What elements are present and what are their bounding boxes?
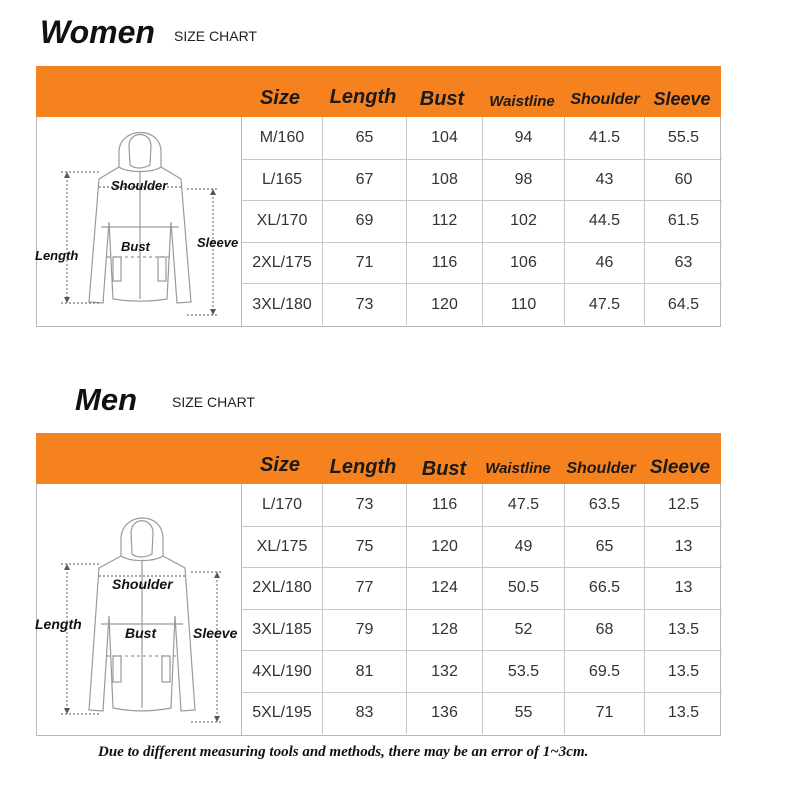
women-cell-sleeve: 64.5 [644, 284, 722, 325]
women-table-row [242, 283, 722, 325]
women-cell-sleeve: 63 [644, 243, 722, 284]
women-header-shoulder: Shoulder [570, 91, 640, 108]
women-table-body [36, 117, 721, 327]
women-cell-length: 65 [322, 117, 406, 159]
men-cell-bust: 132 [406, 651, 482, 692]
men-cell-bust: 136 [406, 693, 482, 734]
men-cell-length: 79 [322, 610, 406, 651]
women-table-row [242, 117, 722, 159]
women-header-waistline: Waistline [489, 93, 555, 110]
women-cell-sleeve: 55.5 [644, 117, 722, 159]
women-cell-waistline: 102 [482, 201, 564, 242]
men-cell-sleeve: 13.5 [644, 610, 722, 651]
women-data-grid [241, 117, 722, 327]
men-label-length: Length [35, 616, 82, 632]
women-cell-waistline: 110 [482, 284, 564, 325]
women-cell-length: 67 [322, 160, 406, 201]
men-cell-waistline: 47.5 [482, 484, 564, 526]
men-table-row [242, 567, 722, 609]
women-title: Women [40, 14, 155, 50]
men-cell-waistline: 49 [482, 527, 564, 568]
women-cell-size: XL/170 [256, 212, 308, 230]
women-header-sleeve: Sleeve [653, 89, 711, 109]
men-label-shoulder: Shoulder [112, 576, 173, 592]
men-header-sleeve: Sleeve [649, 457, 711, 478]
men-cell-waistline: 53.5 [482, 651, 564, 692]
men-subtitle: SIZE CHART [172, 394, 255, 410]
men-cell-waistline: 55 [482, 693, 564, 734]
men-cell-shoulder: 66.5 [564, 568, 644, 609]
men-jacket-diagram [37, 484, 241, 736]
men-header-size: Size [259, 454, 301, 476]
men-cell-shoulder: 69.5 [564, 651, 644, 692]
men-cell-bust: 120 [406, 527, 482, 568]
jacket-outline-icon [37, 484, 241, 736]
women-cell-size: L/165 [261, 170, 303, 188]
women-header-size: Size [259, 87, 301, 109]
women-table-row [242, 242, 722, 284]
women-cell-bust: 120 [406, 284, 482, 325]
men-title: Men [75, 382, 137, 417]
men-cell-length: 75 [322, 527, 406, 568]
women-subtitle: SIZE CHART [174, 28, 257, 44]
women-cell-size: 3XL/180 [252, 295, 312, 313]
women-label-sleeve: Sleeve [197, 235, 239, 250]
women-cell-shoulder: 44.5 [564, 201, 644, 242]
women-cell-bust: 108 [406, 160, 482, 201]
men-cell-shoulder: 63.5 [564, 484, 644, 526]
men-cell-waistline: 52 [482, 610, 564, 651]
men-header-shoulder: Shoulder [566, 460, 636, 477]
men-cell-size: L/170 [261, 495, 303, 513]
men-cell-bust: 124 [406, 568, 482, 609]
women-cell-waistline: 94 [482, 117, 564, 159]
women-size-chart [36, 66, 721, 327]
women-cell-length: 69 [322, 201, 406, 242]
women-label-length: Length [35, 248, 79, 263]
women-cell-shoulder: 47.5 [564, 284, 644, 325]
men-cell-sleeve: 13 [644, 527, 722, 568]
men-cell-size: XL/175 [256, 537, 308, 555]
men-label-bust: Bust [125, 625, 157, 641]
women-cell-sleeve: 61.5 [644, 201, 722, 242]
men-label-sleeve: Sleeve [193, 625, 238, 641]
women-table-row [242, 159, 722, 201]
men-header-waistline: Waistline [485, 460, 551, 477]
women-table-row [242, 200, 722, 242]
women-cell-bust: 112 [406, 201, 482, 242]
women-cell-length: 73 [322, 284, 406, 325]
women-label-shoulder: Shoulder [111, 178, 168, 193]
men-cell-shoulder: 65 [564, 527, 644, 568]
women-cell-shoulder: 46 [564, 243, 644, 284]
men-table-row [242, 526, 722, 568]
women-cell-waistline: 106 [482, 243, 564, 284]
men-cell-sleeve: 13.5 [644, 693, 722, 734]
women-cell-shoulder: 41.5 [564, 117, 644, 159]
measurement-error-note: Due to different measuring tools and methods, there may be an error of 1~3cm. [98, 744, 589, 760]
men-cell-size: 4XL/190 [252, 662, 312, 680]
men-table-row [242, 650, 722, 692]
men-cell-length: 73 [322, 484, 406, 526]
men-header-length: Length [329, 456, 397, 478]
men-cell-shoulder: 71 [564, 693, 644, 734]
women-jacket-diagram [37, 117, 241, 327]
men-cell-bust: 128 [406, 610, 482, 651]
women-header-length: Length [329, 86, 397, 108]
men-table-row [242, 692, 722, 734]
men-cell-length: 81 [322, 651, 406, 692]
men-table-row [242, 609, 722, 651]
men-cell-size: 5XL/195 [252, 704, 312, 722]
men-cell-sleeve: 13.5 [644, 651, 722, 692]
men-table-row [242, 484, 722, 526]
women-cell-waistline: 98 [482, 160, 564, 201]
women-cell-length: 71 [322, 243, 406, 284]
women-cell-size: M/160 [259, 128, 305, 146]
men-size-chart [36, 433, 721, 736]
men-cell-shoulder: 68 [564, 610, 644, 651]
men-table-body [36, 484, 721, 736]
women-cell-bust: 104 [406, 117, 482, 159]
women-cell-size: 2XL/175 [252, 254, 312, 272]
men-cell-length: 77 [322, 568, 406, 609]
women-cell-shoulder: 43 [564, 160, 644, 201]
men-cell-waistline: 50.5 [482, 568, 564, 609]
men-cell-size: 2XL/180 [252, 579, 312, 597]
men-cell-length: 83 [322, 693, 406, 734]
men-cell-sleeve: 12.5 [644, 484, 722, 526]
jacket-outline-icon [37, 117, 241, 327]
women-label-bust: Bust [121, 239, 150, 254]
men-cell-size: 3XL/185 [252, 621, 312, 639]
women-cell-sleeve: 60 [644, 160, 722, 201]
men-header-bust: Bust [421, 458, 467, 480]
women-header-bust: Bust [419, 88, 465, 110]
men-data-grid [241, 484, 722, 736]
men-cell-bust: 116 [406, 484, 482, 526]
men-cell-sleeve: 13 [644, 568, 722, 609]
women-cell-bust: 116 [406, 243, 482, 284]
